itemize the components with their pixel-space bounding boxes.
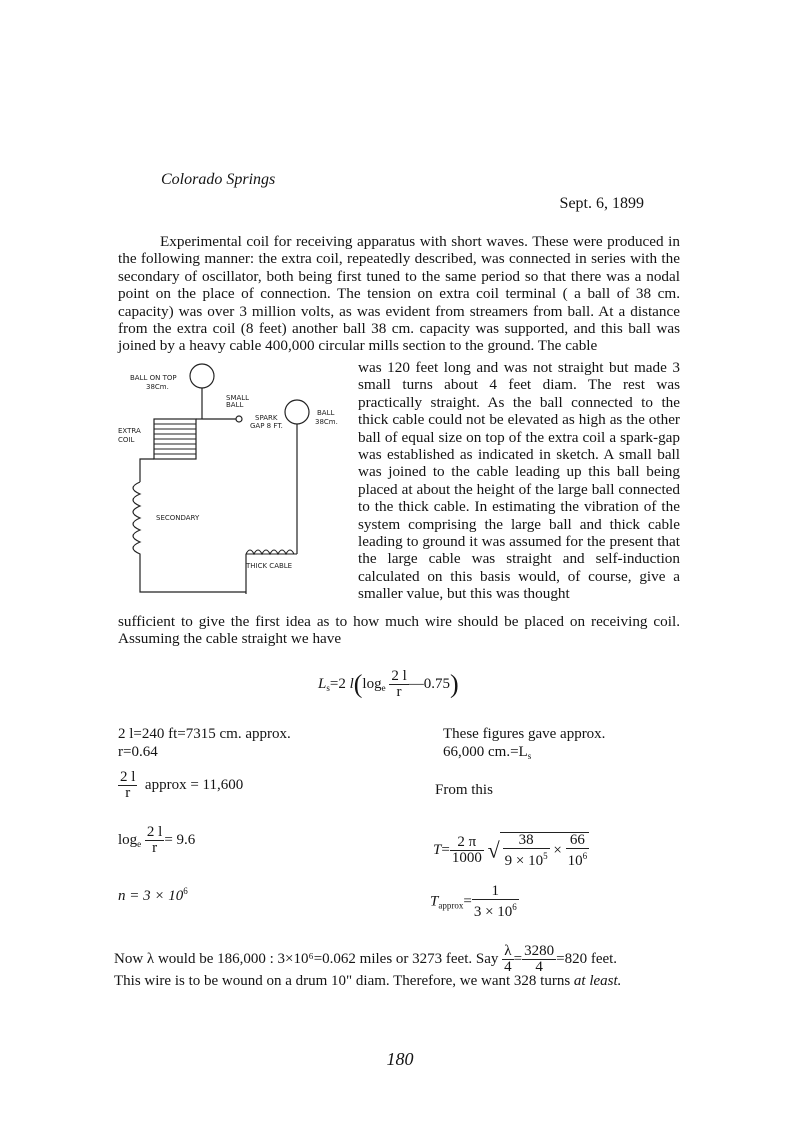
label-spark-gap-1: SPARK (255, 414, 278, 422)
label-extra-2: COIL (118, 436, 135, 444)
eq-log: $\log_e$ $\frac{2 l}{r}$ = 9.6 (118, 824, 196, 856)
eq-period: T= $\frac{2 \pi}{1000}$ √ $\frac{38}{9 \times 10^5}$ × $\frac{66}{10^6}$ (433, 832, 588, 869)
cable-turns (246, 550, 297, 554)
label-secondary: SECONDARY (156, 514, 200, 522)
eq-n: $n = 3 \times 10^6$ (118, 886, 188, 904)
note-figures: These figures gave approx. (443, 726, 606, 742)
paragraph-intro: Experimental coil for receiving apparatus with short waves. These were produced in the following manner: the extra coil, repeatedly described, was connected in series with the secondary of oscillator, both being first tuned to the same period so that there was a nodal point on the place of connection. The tension on extra coil terminal ( a ball of 38 cm. capacity) was over 3 million volts, as was evident from streamers from ball. At a distance from the extra coil (8 feet) another ball 38 cm. capacity was supported, and this ball was joined by a heavy cable 400,000 circular mills section to the ground. The cable (118, 233, 680, 355)
eq-2l: 2 l=240 ft=7315 cm. approx. (118, 726, 291, 742)
label-extra-1: EXTRA (118, 427, 141, 435)
top-ball (190, 364, 214, 388)
main-equation: $L_s=2$ $l(\log_e$ $\frac{2 l}{r}$ —0.75) (318, 668, 459, 700)
cable-ball (285, 400, 309, 424)
label-ball-on-top-cm: 38Cm. (146, 383, 169, 391)
label-ball-on-top: BALL ON TOP (130, 374, 177, 382)
secondary-coil (133, 459, 246, 592)
label-ball: BALL (317, 409, 335, 417)
eq-r: r=0.64 (118, 744, 158, 760)
final-line-1: Now λ would be 186,000 : 3×10⁶=0.062 miles or 3273 feet. Say $\frac{\lambda}{4}$ = $\frac{3280}{4}$ =820 feet. (114, 943, 618, 975)
label-ball-cm: 38Cm. (315, 418, 338, 426)
place-heading: Colorado Springs (161, 171, 276, 188)
label-spark-gap-2: GAP 8 FT. (250, 422, 283, 430)
eq-2l-over-r: $\frac{2 l}{r}$ approx = 11,600 (120, 769, 244, 801)
note-from-this: From this (435, 782, 493, 798)
eq-period-approx: $T_{approx}=$ $\frac{1}{3 \times 10^6}$ (430, 883, 517, 920)
page-number: 180 (386, 1049, 414, 1069)
label-small-ball-2: BALL (226, 401, 244, 409)
extra-coil (154, 419, 196, 459)
date-heading: Sept. 6, 1899 (559, 195, 644, 212)
note-ls: 66,000 $cm.=L_s$ (443, 744, 532, 761)
label-thick-cable: THICK CABLE (246, 562, 293, 570)
circuit-sketch (110, 362, 360, 612)
paragraph-continuation: sufficient to give the first idea as to how much wire should be placed on receiving coil. Assuming the cable straight we have (118, 613, 680, 648)
paragraph-wrap: was 120 feet long and was not straight but made 3 small turns about 4 feet diam. The rest was practically straight. As the ball connected to the thick cable could not be elevated as high as the other ball of equal size on top of the extra coil a spark-gap was established as indicated in sketch. A small ball was joined to the cable leading up this ball being placed at about the height of the large ball connected to the thick cable. In estimating the vibration of the system comprising the large ball and thick cable leading to ground it was assumed for the present that the large cable was straight and self-induction calculated on this basis would, of course, give a smaller value, but this was thought (358, 359, 680, 603)
label-small-ball-1: SMALL (226, 394, 250, 402)
small-ball (236, 416, 242, 422)
final-line-2: This wire is to be wound on a drum 10" diam. Therefore, we want 328 turns at least. (114, 973, 622, 989)
